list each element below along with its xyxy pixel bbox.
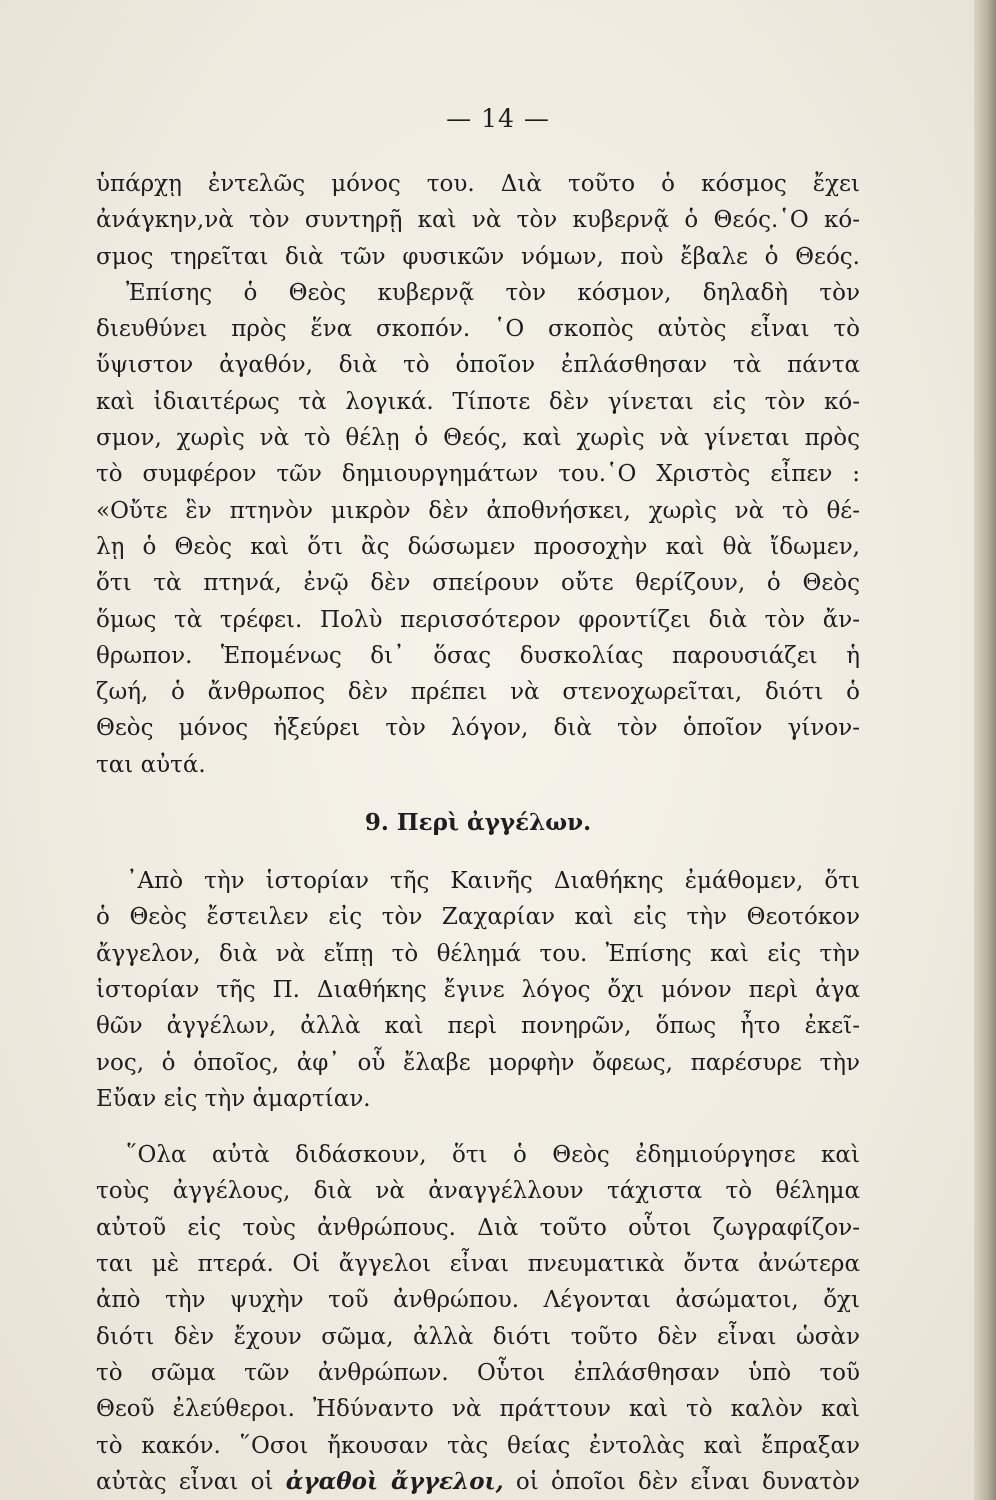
text-line: ὅτι τὰ πτηνά, ἐνῷ δὲν σπείρουν οὔτε θερίζουν, ὁ Θεὸς <box>96 570 860 597</box>
text-line: τὸ κακόν. ῞Οσοι ἤκουσαν τὰς θείας ἐντολὰς καὶ ἔπραξαν <box>96 1432 860 1459</box>
text-block <box>96 166 860 1500</box>
text-line: σμον, χωρὶς νὰ τὸ θέλῃ ὁ Θεός, καὶ χωρὶς νὰ γίνεται πρὸς <box>96 425 860 452</box>
section-heading: 9. Περὶ ἀγγέλων. <box>364 809 592 837</box>
text-line: ται αὐτά. <box>96 751 206 778</box>
text-line: σμος τηρεῖται διὰ τῶν φυσικῶν νόμων, ποὺ ἔβαλε ὁ Θεός. <box>96 243 860 270</box>
text-line: ὅμως τὰ τρέφει. Πολὺ περισσότερον φροντίζει διὰ τὸν ἄν- <box>96 606 860 633</box>
text-line: τὸ σῶμα τῶν ἀνθρώπων. Οὗτοι ἐπλάσθησαν ὑπὸ τοῦ <box>96 1359 860 1386</box>
text-line: νος, ὁ ὁποῖος, ἀφ᾿ οὗ ἔλαβε μορφὴν ὄφεως, παρέσυρε τὴν <box>96 1049 860 1076</box>
text-line: ὁ Θεὸς ἔστειλεν εἰς τὸν Ζαχαρίαν καὶ εἰς τὴν Θεοτόκον <box>96 904 860 931</box>
text-line: ται μὲ πτερά. Οἱ ἄγγελοι εἶναι πνευματικὰ ὄντα ἀνώτερα <box>96 1251 860 1278</box>
text-line: ὑπάρχῃ ἐντελῶς μόνος του. Διὰ τοῦτο ὁ κόσμος ἔχει <box>96 171 860 197</box>
text-line: τὸ συμφέρον τῶν δημιουργημάτων του.῾Ο Χριστὸς εἶπεν : <box>96 461 860 488</box>
line-text-before: αὐτὰς εἶναι οἱ <box>96 1468 286 1495</box>
text-line: ἀνάγκην,νὰ τὸν συντηρῇ καὶ νὰ τὸν κυβερνᾷ ὁ Θεός.῾Ο κό- <box>96 207 860 234</box>
paragraph-providence <box>96 166 860 783</box>
text-line: λῃ ὁ Θεὸς καὶ ὅτι ἂς δώσωμεν προσοχὴν καὶ θὰ ἴδωμεν, <box>96 533 860 560</box>
text-line: Εὔαν εἰς τὴν ἁμαρτίαν. <box>96 1085 371 1112</box>
text-line: «Οὔτε ἓν πτηνὸν μικρὸν δὲν ἀποθνήσκει, χωρὶς νὰ τὸ θέ- <box>96 497 860 524</box>
emphasis-good-angels: ἀγαθοὶ ἄγγελοι, <box>285 1467 504 1495</box>
text-line: ἀπὸ τὴν ψυχὴν τοῦ ἀνθρώπου. Λέγονται ἀσώματοι, ὄχι <box>96 1287 860 1314</box>
paragraph-angels-nature <box>96 1137 860 1500</box>
text-line: θρωπον. Ἑπομένως δι᾿ ὅσας δυσκολίας παρουσιάζει ἡ <box>96 642 860 669</box>
text-line: ῞Ολα αὐτὰ διδάσκουν, ὅτι ὁ Θεὸς ἐδημιούργησε καὶ <box>126 1142 860 1169</box>
text-line: διευθύνει πρὸς ἕνα σκοπόν. ῾Ο σκοπὸς αὐτὸς εἶναι τὸ <box>96 316 860 343</box>
text-line: ζωή, ὁ ἄνθρωπος δὲν πρέπει νὰ στενοχωρεῖται, διότι ὁ <box>96 679 860 706</box>
paragraph-gap <box>96 1117 860 1137</box>
text-line: αὐτοῦ εἰς τοὺς ἀνθρώπους. Διὰ τοῦτο οὗτοι ζωγραφίζον- <box>96 1214 860 1241</box>
page-number: — 14 — <box>446 104 550 133</box>
text-line: Θεὸς μόνος ἠξεύρει τὸν λόγον, διὰ τὸν ὁποῖον γίνον- <box>96 715 860 742</box>
text-line-with-emphasis <box>96 1464 860 1500</box>
text-line: ᾿Απὸ τὴν ἱστορίαν τῆς Καινῆς Διαθήκης ἐμάθομεν, ὅτι <box>126 868 860 895</box>
text-line: Ἐπίσης ὁ Θεὸς κυβερνᾷ τὸν κόσμον, δηλαδὴ τὸν <box>126 279 860 306</box>
paragraph-angels-history <box>96 863 860 1117</box>
text-line: τοὺς ἀγγέλους, διὰ νὰ ἀναγγέλλουν τάχιστα τὸ θέλημα <box>96 1178 860 1205</box>
text-line: ἱστορίαν τῆς Π. Διαθήκης ἔγινε λόγος ὄχι μόνον περὶ ἀγα <box>96 976 860 1003</box>
text-line: ὕψιστον ἀγαθόν, διὰ τὸ ὁποῖον ἐπλάσθησαν τὰ πάντα <box>96 352 860 379</box>
line-text-after: οἱ ὁποῖοι δὲν εἶναι δυνατὸν <box>503 1468 860 1495</box>
text-line: Θεοῦ ἐλεύθεροι. Ἠδύναντο νὰ πράττουν καὶ τὸ καλὸν καὶ <box>96 1396 860 1423</box>
text-line: καὶ ἰδιαιτέρως τὰ λογικά. Τίποτε δὲν γίνεται εἰς τὸν κό- <box>96 388 860 415</box>
text-line: ἄγγελον, διὰ νὰ εἴπῃ τὸ θέλημά του. Ἐπίσης καὶ εἰς τὴν <box>96 940 860 967</box>
page-edge-shadow <box>974 0 996 1500</box>
text-line: διότι δὲν ἔχουν σῶμα, ἀλλὰ διότι τοῦτο δὲν εἶναι ὡσὰν <box>96 1323 860 1350</box>
text-line: θῶν ἀγγέλων, ἀλλὰ καὶ περὶ πονηρῶν, ὅπως ἦτο ἐκεῖ- <box>96 1013 860 1040</box>
